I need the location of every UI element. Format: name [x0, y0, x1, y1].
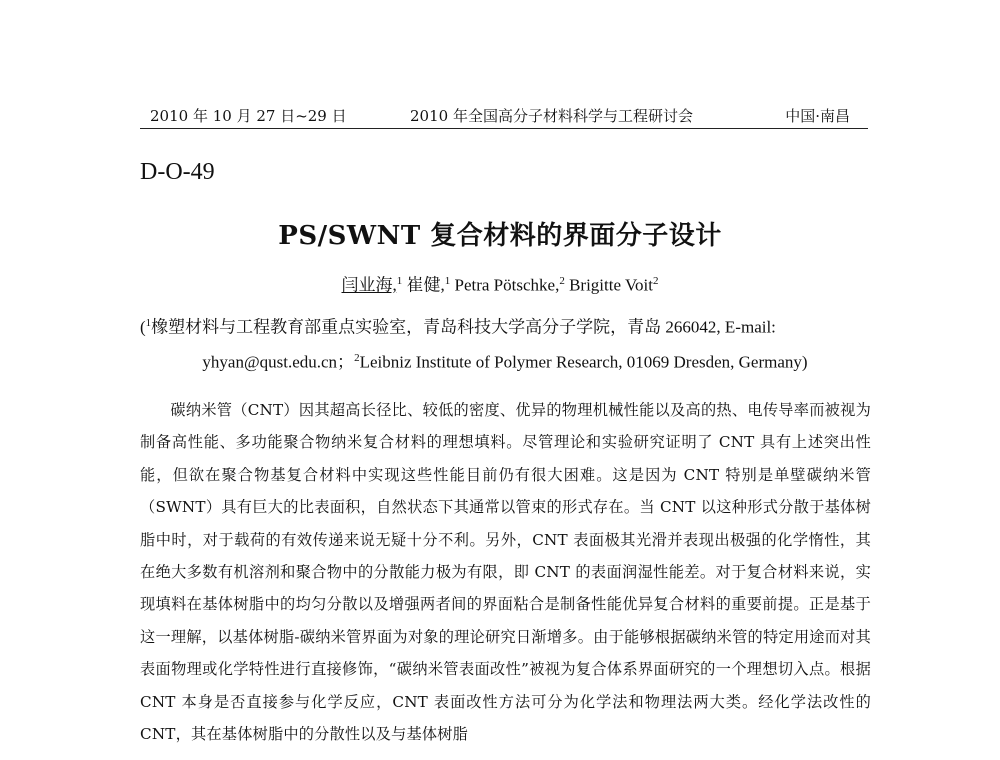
author-name: 闫业海,: [341, 275, 397, 295]
affiliation-1-text: 橡塑材料与工程教育部重点实验室，青岛科技大学高分子学院，青岛 266042, E-mail:: [151, 317, 776, 337]
running-header: [140, 106, 868, 129]
affiliation-line-2: [140, 344, 870, 377]
header-date: 2010 年 10 月 27 日~29 日: [150, 107, 347, 125]
author-list: [0, 268, 1000, 299]
author-affiliation-mark: 1: [396, 275, 403, 287]
affiliation-mark-1: 1: [145, 317, 152, 329]
affiliation-mark-2: 2: [354, 352, 360, 364]
header-conference: 2010 年全国高分子材料科学与工程研讨会: [410, 107, 693, 125]
author-name: Petra Pötschke,: [454, 275, 560, 295]
paper-id: D-O-49: [140, 159, 215, 185]
author-name: 崔健,: [406, 275, 445, 295]
author-affiliation-mark: 2: [653, 275, 659, 287]
affiliation-2-text: Leibniz Institute of Polymer Research, 01069 Dresden, Germany): [359, 352, 808, 372]
author-affiliation-mark: 2: [559, 275, 565, 287]
paper-title: PS/SWNT 复合材料的界面分子设计: [278, 221, 722, 251]
abstract-paragraph: 碳纳米管（CNT）因其超高长径比、较低的密度、优异的物理机械性能以及高的热、电传导率而被视为制备高性能、多功能聚合物纳米复合材料的理想填料。尽管理论和实验研究证明了 CNT 具有上述突出性能，但欲在聚合物基复合材料中实现这些性能目前仍有很大困难。这是因为 CNT 特别是单壁碳纳米管（SWNT）具有巨大的比表面积，自然状态下其通常以管束的形式存在。当 CNT 以这种形式分散于基体树脂中时，对于载荷的有效传递来说无疑十分不利。另外，CNT 表面极其光滑并表现出极强的化学惰性，其在绝大多数有机溶剂和聚合物中的分散能力极为有限，即 CNT 的表面润湿性能差。对于复合材料来说，实现填料在基体树脂中的均匀分散以及增强两者间的界面粘合是制备性能优异复合材料的重要前提。正是基于这一理解，以基体树脂-碳纳米管界面为对象的理论研究日渐增多。由于能够根据碳纳米管的特定用途而对其表面物理或化学特性进行直接修饰，“碳纳米管表面改性”被视为复合体系界面研究的一个理想切入点。根据 CNT 本身是否直接参与化学反应，CNT 表面改性方法可分为化学法和物理法两大类。经化学法改性的 CNT，其在基体树脂中的分散性以及与基体树脂: [140, 401, 871, 744]
affiliation-email: yhyan@qust.edu.cn；: [202, 352, 355, 372]
author-affiliation-mark: 1: [444, 275, 451, 287]
header-place: 中国·南昌: [785, 107, 850, 125]
affiliation-line-1: [140, 309, 870, 342]
author-name: Brigitte Voit: [569, 275, 653, 295]
affiliation-open-paren: (: [140, 317, 146, 337]
